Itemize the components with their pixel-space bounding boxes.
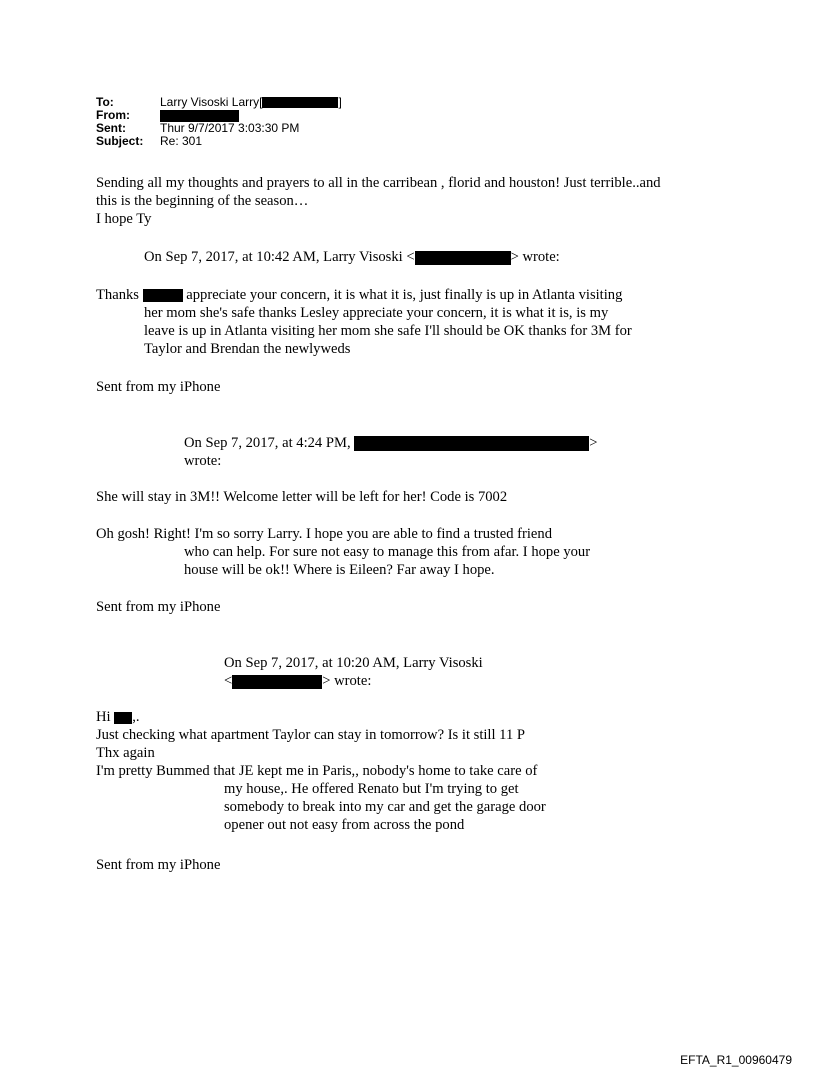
subject-label: Subject: xyxy=(96,134,144,148)
redaction-box xyxy=(415,251,511,265)
signature-line: Sent from my iPhone xyxy=(96,599,221,615)
message-paragraph: She will stay in 3M!! Welcome letter will be left for her! Code is 7002 xyxy=(96,489,508,505)
quote-header: On Sep 7, 2017, at 10:20 AM, Larry Visoski < > wrote: xyxy=(224,655,483,689)
to-label: To: xyxy=(96,95,114,109)
signature-line: Sent from my iPhone xyxy=(96,379,221,395)
signature-line: Sent from my iPhone xyxy=(96,857,221,873)
redaction-box xyxy=(143,289,183,302)
message-paragraph: Oh gosh! Right! I'm so sorry Larry. I hope you are able to find a trusted friend xyxy=(96,526,552,542)
message-paragraph-continued: my house,. He offered Renato but I'm trying to get somebody to break into my car and get the garage door opener out not easy from across the pond xyxy=(224,781,546,833)
message-paragraph: Thanks appreciate your concern, it is what it is, just finally is up in Atlanta visiting xyxy=(96,287,623,303)
quote-header: On Sep 7, 2017, at 4:24 PM, > wrote: xyxy=(184,435,598,469)
redaction-box xyxy=(114,712,132,724)
sent-value: Thur 9/7/2017 3:03:30 PM xyxy=(160,121,300,135)
redaction-box xyxy=(232,675,322,689)
to-value: Larry Visoski Larry[ ] xyxy=(160,95,342,109)
redaction-box xyxy=(262,97,338,108)
sent-label: Sent: xyxy=(96,121,126,135)
redaction-box xyxy=(354,436,589,451)
message-paragraph: Hi ,. Just checking what apartment Taylor can stay in tomorrow? Is it still 11 P Thx again I'm pretty Bummed that JE kept me in Paris,, nobody's home to take care of xyxy=(96,709,538,779)
subject-value: Re: 301 xyxy=(160,134,203,148)
bates-number: EFTA_R1_00960479 xyxy=(680,1053,792,1067)
from-label: From: xyxy=(96,108,130,122)
message-paragraph-continued: her mom she's safe thanks Lesley appreciate your concern, it is what it is, is my leave is up in Atlanta visiting her mom she safe I'll should be OK thanks for 3M for Taylor and Brendan the newlyweds xyxy=(144,305,632,357)
message-paragraph-continued: who can help. For sure not easy to manage this from afar. I hope your house will be ok!! Where is Eileen? Far away I hope. xyxy=(184,544,591,578)
quote-header: On Sep 7, 2017, at 10:42 AM, Larry Visoski < > wrote: xyxy=(144,249,560,265)
message-paragraph: Sending all my thoughts and prayers to all in the carribean , florid and houston! Just terrible..and this is the beginning of the season… I hope Ty xyxy=(96,175,661,227)
